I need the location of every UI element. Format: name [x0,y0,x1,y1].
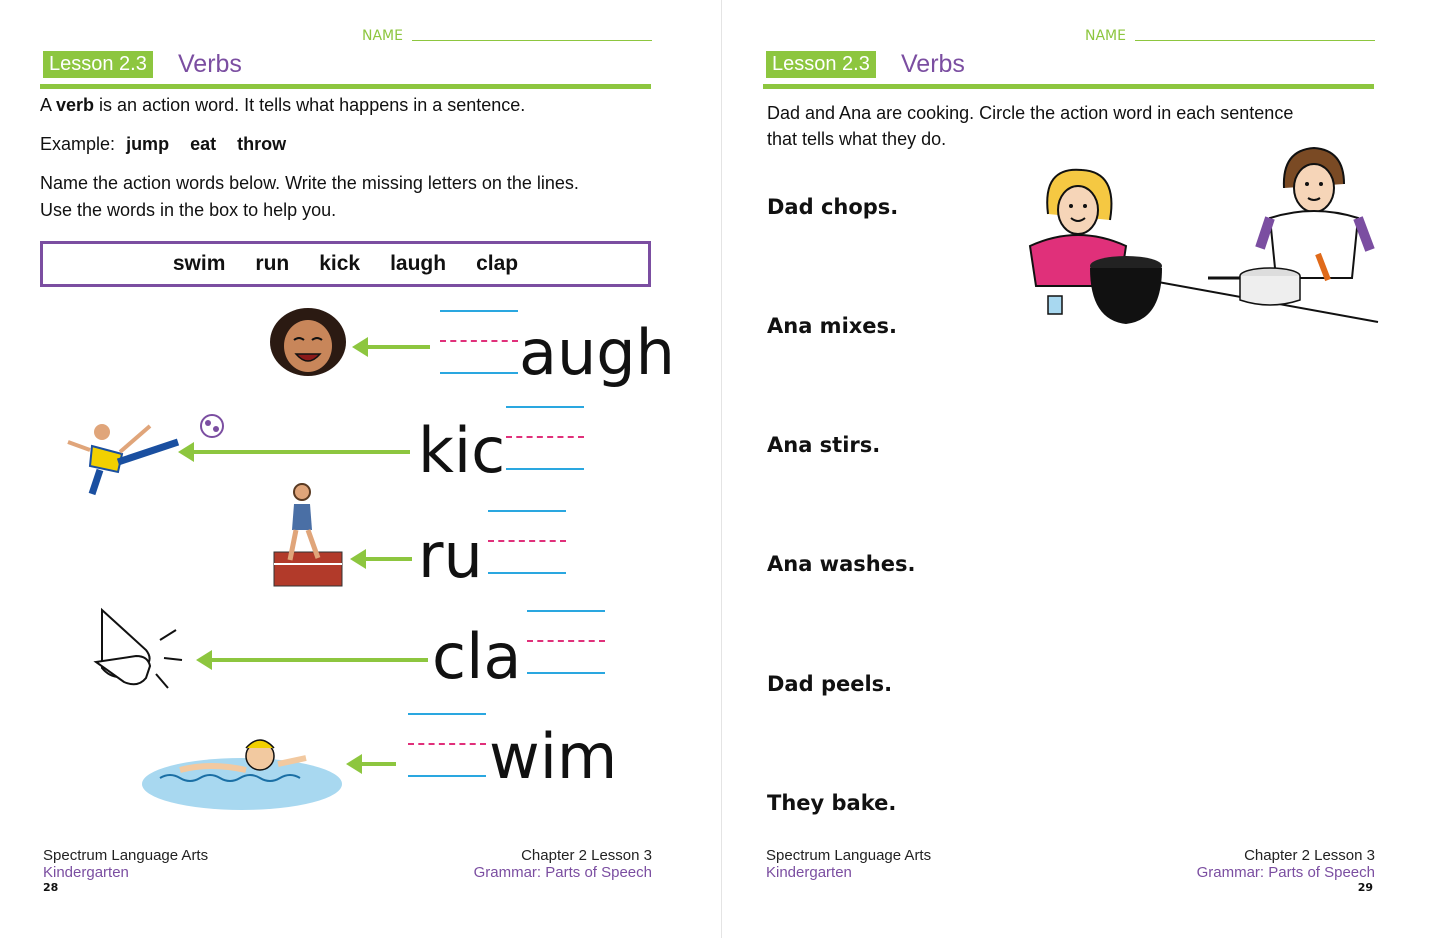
writing-lines-run[interactable] [488,510,566,574]
footer-topic: Grammar: Parts of Speech [1196,864,1375,881]
name-label: NAME [362,28,403,44]
lesson-badge: Lesson 2.3 [43,51,153,78]
sentence-1[interactable]: Dad chops. [767,195,899,219]
arrow-laugh [366,345,430,349]
word-box-item: swim [172,252,226,275]
writing-lines-laugh[interactable] [440,310,518,374]
footer-chapter: Chapter 2 Lesson 3 [521,847,652,864]
writing-lines-kick[interactable] [506,406,584,470]
word-box-item: laugh [390,252,447,275]
sentence-3[interactable]: Ana stirs. [767,433,881,457]
word-box-item: clap [476,252,519,275]
word-box-item: run [255,252,290,275]
arrow-run [364,557,412,561]
lesson-badge: Lesson 2.3 [766,51,876,78]
word-box [40,241,651,287]
sentence-6[interactable]: They bake. [767,791,897,815]
instructions-line-1: Dad and Ana are cooking. Circle the action word in each sentence [767,103,1294,123]
running-girl-picture [272,480,344,588]
arrow-swim [360,762,396,766]
title-rule [763,84,1374,89]
footer-chapter: Chapter 2 Lesson 3 [1244,847,1375,864]
sentence-2[interactable]: Ana mixes. [767,314,898,338]
partial-word-clap: cla [432,620,522,693]
footer-grade: Kindergarten [766,864,852,881]
swimming-boy-picture [140,728,345,812]
sentence-4[interactable]: Ana washes. [767,552,916,576]
name-label: NAME [1085,28,1126,44]
arrow-kick [192,450,410,454]
partial-word-run: ru [418,519,483,592]
title-rule [40,84,651,89]
laughing-girl-picture [268,306,352,380]
footer-grade: Kindergarten [43,864,129,881]
name-line[interactable] [412,40,652,41]
left-page [0,0,722,938]
cooking-picture [1008,144,1383,360]
footer-topic: Grammar: Parts of Speech [473,864,652,881]
kicking-boy-picture [62,410,244,502]
partial-word-swim: wim [489,720,618,793]
name-line[interactable] [1135,40,1375,41]
partial-word-laugh: augh [519,316,675,389]
intro-text: A verb is an action word. It tells what happens in a sentence. [40,95,526,115]
sentence-5[interactable]: Dad peels. [767,672,893,696]
lesson-title: Verbs [901,50,965,78]
partial-word-kick: kic [418,414,506,487]
instructions-line-2: Use the words in the box to help you. [40,200,337,220]
instructions-line-1: Name the action words below. Write the missing letters on the lines. [40,173,579,193]
instructions-line-2: that tells what they do. [767,129,947,149]
clapping-hands-picture [86,602,186,712]
word-box-item: kick [319,252,361,275]
lesson-title: Verbs [178,50,242,78]
footer-book-title: Spectrum Language Arts [766,847,932,864]
page-number: 28 [43,881,59,894]
page-number: 29 [1357,881,1373,894]
right-page [723,0,1445,938]
arrow-clap [210,658,428,662]
footer-book-title: Spectrum Language Arts [43,847,209,864]
writing-lines-swim[interactable] [408,713,486,777]
writing-lines-clap[interactable] [527,610,605,674]
example-line: Example: jump eat throw [40,134,287,154]
